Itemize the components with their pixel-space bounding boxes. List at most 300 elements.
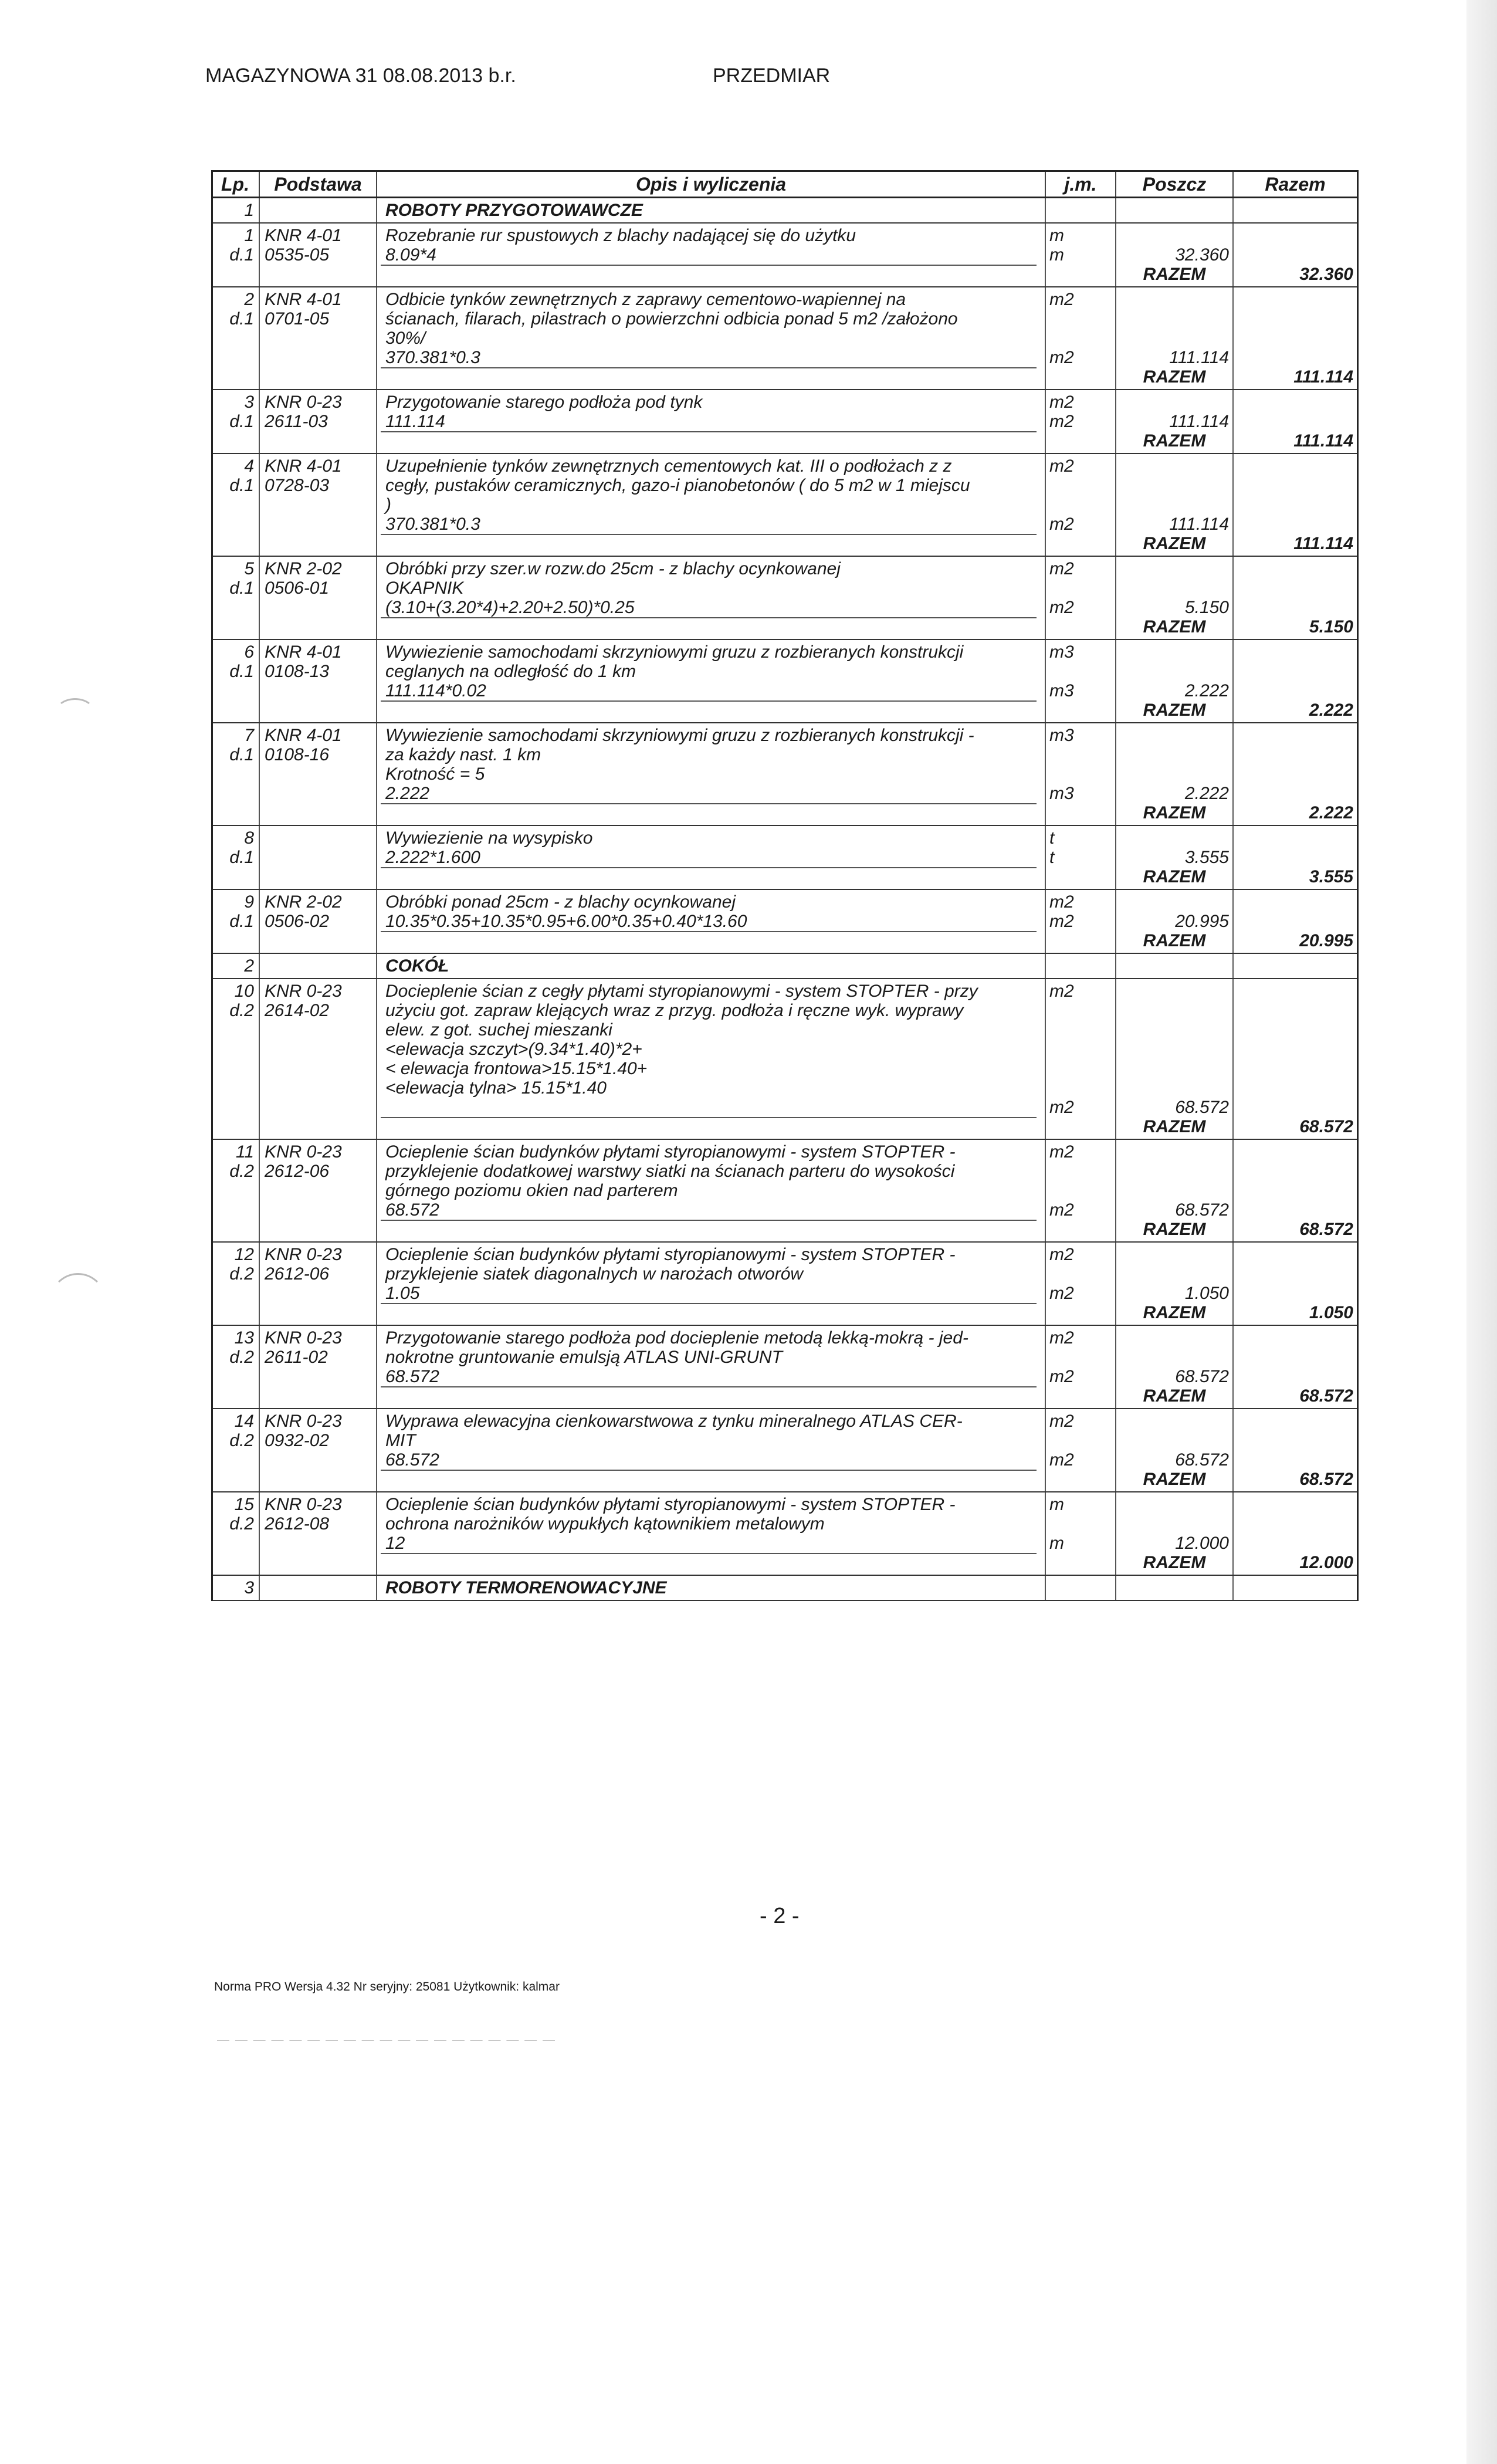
opis-cell: [377, 1492, 1046, 1575]
section-title: ROBOTY TERMORENOWACYJNE: [385, 1578, 667, 1597]
razem-cell: [1234, 390, 1357, 453]
spacer: [1237, 290, 1353, 367]
spacer: [1120, 828, 1229, 848]
calculation: 10.35*0.35+10.35*0.95+6.00*0.35+0.40*13.60: [381, 912, 1037, 932]
podstawa-cell: [260, 557, 377, 639]
item-chapter: d.1: [229, 912, 254, 931]
przedmiar-table: [211, 170, 1359, 1601]
item-chapter: d.2: [229, 1514, 254, 1534]
poszcz-cell: [1116, 890, 1234, 953]
table-row: [213, 224, 1357, 287]
podstawa-cell: [260, 1140, 377, 1241]
unit: m2: [1049, 290, 1074, 309]
description-line: <elewacja szczyt>(9.34*1.40)*2+: [385, 1040, 642, 1059]
spacer: [1237, 1142, 1353, 1220]
col-poszcz-header: Poszcz: [1116, 172, 1234, 197]
item-number: 1: [244, 226, 254, 245]
calc-unit: m3: [1049, 681, 1074, 700]
poszcz-cell: [1116, 198, 1234, 222]
razem-label: RAZEM: [1143, 431, 1206, 451]
item-chapter: d.1: [229, 476, 254, 495]
catalog-position: 0701-05: [265, 309, 330, 329]
spacer: [1120, 456, 1229, 515]
podstawa-cell: [260, 826, 377, 889]
catalog-code: KNR 4-01: [265, 290, 342, 309]
spacer: [1049, 1348, 1112, 1367]
razem-cell: [1234, 1576, 1357, 1600]
poszcz-cell: [1116, 224, 1234, 286]
partial-quantity: 68.572: [1175, 1098, 1229, 1117]
partial-quantity: 20.995: [1175, 912, 1229, 931]
description-line: przyklejenie siatek diagonalnych w narożach otworów: [385, 1264, 804, 1284]
jm-cell: [1046, 1326, 1116, 1408]
razem-cell: [1234, 454, 1357, 556]
razem-cell: [1234, 287, 1357, 389]
col-podstawa-header: Podstawa: [260, 172, 377, 197]
podstawa-cell: [260, 390, 377, 453]
jm-cell: [1046, 723, 1116, 825]
calc-unit: m2: [1049, 348, 1074, 367]
jm-cell: [1046, 826, 1116, 889]
calculation: [381, 1098, 1037, 1118]
table-row: [213, 557, 1357, 640]
calc-unit: m2: [1049, 515, 1074, 534]
partial-quantity: 2.222: [1184, 681, 1229, 700]
item-chapter: d.1: [229, 662, 254, 681]
catalog-position: 0108-16: [265, 745, 330, 764]
partial-quantity: 12.000: [1175, 1534, 1229, 1553]
podstawa-cell: [260, 1492, 377, 1575]
razem-label: RAZEM: [1143, 1553, 1206, 1572]
spacer: [1049, 662, 1112, 681]
item-number: 9: [244, 892, 254, 912]
total-quantity: 20.995: [1299, 931, 1353, 950]
opis-cell: [377, 826, 1046, 889]
podstawa-cell: [260, 198, 377, 222]
catalog-code: KNR 0-23: [265, 1245, 342, 1264]
spacer: [1049, 745, 1112, 784]
razem-cell: [1234, 954, 1357, 978]
partial-quantity: 32.360: [1175, 245, 1229, 265]
item-chapter: d.1: [229, 412, 254, 431]
razem-label: RAZEM: [1143, 931, 1206, 950]
total-quantity: 68.572: [1299, 1220, 1353, 1239]
lp-cell: [213, 1492, 260, 1575]
spacer: [1049, 1431, 1112, 1450]
podstawa-cell: [260, 723, 377, 825]
description-line: < elewacja frontowa>15.15*1.40+: [385, 1059, 648, 1078]
razem-cell: [1234, 224, 1357, 286]
table-body: [213, 198, 1357, 1601]
razem-label: RAZEM: [1143, 534, 1206, 553]
poszcz-cell: [1116, 826, 1234, 889]
item-chapter: d.2: [229, 1264, 254, 1284]
spacer: [1237, 981, 1353, 1117]
razem-label: RAZEM: [1143, 265, 1206, 284]
total-quantity: 111.114: [1293, 431, 1353, 451]
razem-label: RAZEM: [1143, 700, 1206, 720]
item-number: 11: [235, 1142, 254, 1162]
podstawa-cell: [260, 890, 377, 953]
description-line: ): [385, 495, 391, 515]
col-lp-header: Lp.: [213, 172, 260, 197]
spacer: [1237, 892, 1353, 931]
podstawa-cell: [260, 454, 377, 556]
opis-cell: [377, 1409, 1046, 1491]
description-line: 30%/: [385, 329, 426, 348]
catalog-position: 2612-08: [265, 1514, 330, 1534]
calculation: 68.572: [381, 1450, 1037, 1471]
description-line: Wyprawa elewacyjna cienkowarstwowa z tynku mineralnego ATLAS CER-: [385, 1412, 963, 1431]
calc-unit: m3: [1049, 784, 1074, 803]
jm-cell: [1046, 979, 1116, 1139]
opis-cell: [377, 979, 1046, 1139]
poszcz-cell: [1116, 723, 1234, 825]
spacer: [1120, 981, 1229, 1098]
jm-cell: [1046, 390, 1116, 453]
lp-cell: [213, 1326, 260, 1408]
catalog-position: 0535-05: [265, 245, 330, 265]
section-row: [213, 954, 1357, 979]
podstawa-cell: [260, 954, 377, 978]
jm-cell: [1046, 1243, 1116, 1325]
table-row: [213, 979, 1357, 1140]
unit: m2: [1049, 1142, 1074, 1162]
description-line: Odbicie tynków zewnętrznych z zaprawy cementowo-wapiennej na: [385, 290, 906, 309]
razem-label: RAZEM: [1143, 803, 1206, 823]
calc-unit: m2: [1049, 1367, 1074, 1386]
calculation: 68.572: [381, 1367, 1037, 1387]
item-number: 4: [244, 456, 254, 476]
spacer: [1049, 578, 1112, 598]
col-jm-header: j.m.: [1046, 172, 1116, 197]
catalog-position: 0108-13: [265, 662, 330, 681]
col-opis-header: Opis i wyliczenia: [377, 172, 1046, 197]
catalog-code: KNR 2-02: [265, 892, 342, 912]
opis-cell: [377, 640, 1046, 722]
calculation: 2.222*1.600: [381, 848, 1037, 868]
calculation: 370.381*0.3: [381, 515, 1037, 535]
item-number: 3: [244, 392, 254, 412]
calculation: 68.572: [381, 1200, 1037, 1221]
item-chapter: d.1: [229, 848, 254, 867]
razem-label: RAZEM: [1143, 367, 1206, 387]
spacer: [1237, 1245, 1353, 1303]
total-quantity: 68.572: [1299, 1470, 1353, 1489]
total-quantity: 68.572: [1299, 1386, 1353, 1406]
razem-cell: [1234, 198, 1357, 222]
description-line: Obróbki ponad 25cm - z blachy ocynkowanej: [385, 892, 736, 912]
description-line: Przygotowanie starego podłoża pod docieplenie metodą lekką-mokrą - jed-: [385, 1328, 968, 1348]
podstawa-cell: [260, 1409, 377, 1491]
podstawa-cell: [260, 979, 377, 1139]
jm-cell: [1046, 224, 1116, 286]
spacer: [1237, 392, 1353, 431]
page-number: - 2 -: [760, 1904, 800, 1928]
item-number: 14: [234, 1412, 254, 1431]
partial-quantity: 5.150: [1184, 598, 1229, 617]
podstawa-cell: [260, 1576, 377, 1600]
item-chapter: d.2: [229, 1162, 254, 1181]
item-number: 15: [234, 1495, 254, 1514]
opis-cell: [377, 1243, 1046, 1325]
total-quantity: 32.360: [1299, 265, 1353, 284]
razem-label: RAZEM: [1143, 1303, 1206, 1322]
lp-cell: [213, 454, 260, 556]
lp-cell: [213, 723, 260, 825]
spacer: [1120, 1245, 1229, 1284]
item-chapter: d.1: [229, 578, 254, 598]
unit: m: [1049, 1495, 1064, 1514]
catalog-position: 0932-02: [265, 1431, 330, 1450]
total-quantity: 111.114: [1293, 367, 1353, 387]
description-line: ochrona narożników wypukłych kątownikiem metalowym: [385, 1514, 825, 1534]
table-row: [213, 1140, 1357, 1243]
jm-cell: [1046, 454, 1116, 556]
spacer: [1237, 559, 1353, 617]
description-line: Przygotowanie starego podłoża pod tynk: [385, 392, 703, 412]
podstawa-cell: [260, 224, 377, 286]
calc-unit: m2: [1049, 912, 1074, 931]
calculation: 2.222: [381, 784, 1037, 804]
lp-cell: [213, 1409, 260, 1491]
total-quantity: 2.222: [1309, 803, 1353, 823]
description-line: Ocieplenie ścian budynków płytami styropianowymi - system STOPTER -: [385, 1142, 956, 1162]
jm-cell: [1046, 287, 1116, 389]
jm-cell: [1046, 1409, 1116, 1491]
section-number: 3: [244, 1578, 254, 1597]
description-line: użyciu got. zapraw klejących wraz z przyg. podłoża i ręczne wyk. wyprawy: [385, 1001, 964, 1020]
razem-label: RAZEM: [1143, 1470, 1206, 1489]
jm-cell: [1046, 557, 1116, 639]
scan-mark: [56, 698, 94, 725]
podstawa-cell: [260, 1243, 377, 1325]
section-title: COKÓŁ: [385, 956, 449, 976]
razem-label: RAZEM: [1143, 1117, 1206, 1136]
catalog-position: 2614-02: [265, 1001, 330, 1020]
poszcz-cell: [1116, 1409, 1234, 1491]
item-number: 5: [244, 559, 254, 578]
description-line: OKAPNIK: [385, 578, 464, 598]
catalog-position: 2612-06: [265, 1162, 330, 1181]
unit: t: [1049, 828, 1055, 848]
opis-cell: [377, 454, 1046, 556]
calc-unit: m: [1049, 1534, 1064, 1553]
poszcz-cell: [1116, 1243, 1234, 1325]
jm-cell: [1046, 198, 1116, 222]
spacer: [1049, 309, 1112, 348]
jm-cell: [1046, 890, 1116, 953]
spacer: [1120, 1412, 1229, 1450]
description-line: Wywiezienie samochodami skrzyniowymi gruzu z rozbieranych konstrukcji -: [385, 726, 974, 745]
section-row: [213, 198, 1357, 224]
calculation: 370.381*0.3: [381, 348, 1037, 368]
jm-cell: [1046, 1492, 1116, 1575]
catalog-code: KNR 0-23: [265, 981, 342, 1001]
unit: m: [1049, 226, 1064, 245]
razem-label: RAZEM: [1143, 1386, 1206, 1406]
catalog-code: KNR 4-01: [265, 726, 342, 745]
item-number: 12: [234, 1245, 254, 1264]
item-chapter: d.1: [229, 245, 254, 265]
lp-cell: [213, 224, 260, 286]
unit: m2: [1049, 1328, 1074, 1348]
lp-cell: [213, 198, 260, 222]
description-line: Ocieplenie ścian budynków płytami styropianowymi - system STOPTER -: [385, 1245, 956, 1264]
calculation: 8.09*4: [381, 245, 1037, 266]
total-quantity: 2.222: [1309, 700, 1353, 720]
poszcz-cell: [1116, 1576, 1234, 1600]
lp-cell: [213, 1243, 260, 1325]
razem-cell: [1234, 640, 1357, 722]
razem-cell: [1234, 557, 1357, 639]
catalog-code: KNR 4-01: [265, 642, 342, 662]
opis-cell: [377, 890, 1046, 953]
partial-quantity: 3.555: [1184, 848, 1229, 867]
partial-quantity: 2.222: [1184, 784, 1229, 803]
jm-cell: [1046, 640, 1116, 722]
document-header-left: MAGAZYNOWA 31 08.08.2013 b.r.: [205, 65, 516, 87]
spacer: [1120, 726, 1229, 784]
calc-unit: m: [1049, 245, 1064, 265]
total-quantity: 68.572: [1299, 1117, 1353, 1136]
spacer: [1120, 642, 1229, 681]
razem-cell: [1234, 979, 1357, 1139]
catalog-position: 0506-01: [265, 578, 330, 598]
spacer: [1049, 476, 1112, 515]
lp-cell: [213, 826, 260, 889]
catalog-position: 0506-02: [265, 912, 330, 931]
spacer: [1120, 1142, 1229, 1200]
table-row: [213, 640, 1357, 723]
document-header-title: PRZEDMIAR: [713, 65, 831, 87]
description-line: górnego poziomu okien nad parterem: [385, 1181, 678, 1200]
spacer: [1237, 828, 1353, 867]
calculation: 111.114*0.02: [381, 681, 1037, 702]
description-line: Wywiezienie samochodami skrzyniowymi gruzu z rozbieranych konstrukcji: [385, 642, 964, 662]
unit: m3: [1049, 726, 1074, 745]
description-line: Krotność = 5: [385, 764, 485, 784]
razem-label: RAZEM: [1143, 617, 1206, 637]
ghost-print: — — — — — — — — — — — — — — — — — — —: [217, 2033, 557, 2046]
item-number: 13: [234, 1328, 254, 1348]
catalog-code: KNR 0-23: [265, 1412, 342, 1431]
description-line: MIT: [385, 1431, 416, 1450]
catalog-position: 2611-02: [265, 1348, 328, 1367]
spacer: [1237, 1412, 1353, 1470]
total-quantity: 12.000: [1299, 1553, 1353, 1572]
description-line: Rozebranie rur spustowych z blachy nadającej się do użytku: [385, 226, 856, 245]
item-chapter: d.2: [229, 1348, 254, 1367]
partial-quantity: 111.114: [1169, 412, 1229, 431]
item-number: 8: [244, 828, 254, 848]
calc-unit: t: [1049, 848, 1055, 867]
table-row: [213, 390, 1357, 454]
partial-quantity: 68.572: [1175, 1200, 1229, 1220]
razem-cell: [1234, 1326, 1357, 1408]
lp-cell: [213, 890, 260, 953]
section-number: 1: [244, 201, 254, 220]
lp-cell: [213, 979, 260, 1139]
spacer: [1120, 1328, 1229, 1367]
description-line: cegły, pustaków ceramicznych, gazo-i pianobetonów ( do 5 m2 w 1 miejscu: [385, 476, 970, 495]
spacer: [1237, 1495, 1353, 1553]
table-row: [213, 1243, 1357, 1326]
section-title-cell: [377, 198, 1046, 222]
section-title-cell: [377, 1576, 1046, 1600]
table-row: [213, 1409, 1357, 1492]
partial-quantity: 68.572: [1175, 1367, 1229, 1386]
item-chapter: d.1: [229, 745, 254, 764]
catalog-position: 0728-03: [265, 476, 330, 495]
poszcz-cell: [1116, 1140, 1234, 1241]
spacer: [1120, 892, 1229, 912]
table-row: [213, 1492, 1357, 1576]
spacer: [1237, 456, 1353, 534]
table-header: [213, 172, 1357, 198]
opis-cell: [377, 390, 1046, 453]
lp-cell: [213, 640, 260, 722]
table-row: [213, 723, 1357, 826]
item-number: 7: [244, 726, 254, 745]
lp-cell: [213, 390, 260, 453]
spacer: [1049, 1162, 1112, 1200]
scan-mark: [50, 1273, 106, 1329]
description-line: za każdy nast. 1 km: [385, 745, 541, 764]
catalog-code: KNR 0-23: [265, 1328, 342, 1348]
item-chapter: d.2: [229, 1431, 254, 1450]
calc-unit: m2: [1049, 1200, 1074, 1220]
description-line: ceglanych na odległość do 1 km: [385, 662, 636, 681]
poszcz-cell: [1116, 954, 1234, 978]
spacer: [1237, 1328, 1353, 1386]
table-row: [213, 890, 1357, 954]
spacer: [1120, 226, 1229, 245]
calculation: 12: [381, 1534, 1037, 1554]
table-row: [213, 454, 1357, 557]
poszcz-cell: [1116, 454, 1234, 556]
calc-unit: m2: [1049, 1284, 1074, 1303]
jm-cell: [1046, 1576, 1116, 1600]
opis-cell: [377, 224, 1046, 286]
spacer: [1237, 226, 1353, 265]
description-line: <elewacja tylna> 15.15*1.40: [385, 1078, 607, 1098]
spacer: [1049, 1514, 1112, 1534]
description-line: nokrotne gruntowanie emulsją ATLAS UNI-GRUNT: [385, 1348, 783, 1367]
razem-cell: [1234, 723, 1357, 825]
description-line: Obróbki przy szer.w rozw.do 25cm - z blachy ocynkowanej: [385, 559, 841, 578]
razem-cell: [1234, 890, 1357, 953]
unit: m2: [1049, 1245, 1074, 1264]
section-title: ROBOTY PRZYGOTOWAWCZE: [385, 201, 643, 220]
poszcz-cell: [1116, 640, 1234, 722]
catalog-code: [265, 828, 372, 848]
unit: m2: [1049, 892, 1074, 912]
podstawa-cell: [260, 1326, 377, 1408]
opis-cell: [377, 1140, 1046, 1241]
catalog-code: KNR 4-01: [265, 226, 342, 245]
jm-cell: [1046, 1140, 1116, 1241]
poszcz-cell: [1116, 979, 1234, 1139]
item-number: 2: [244, 290, 254, 309]
catalog-position: [265, 848, 372, 867]
razem-cell: [1234, 1140, 1357, 1241]
razem-label: RAZEM: [1143, 867, 1206, 886]
jm-cell: [1046, 954, 1116, 978]
spacer: [1120, 559, 1229, 598]
podstawa-cell: [260, 640, 377, 722]
catalog-code: KNR 0-23: [265, 392, 342, 412]
